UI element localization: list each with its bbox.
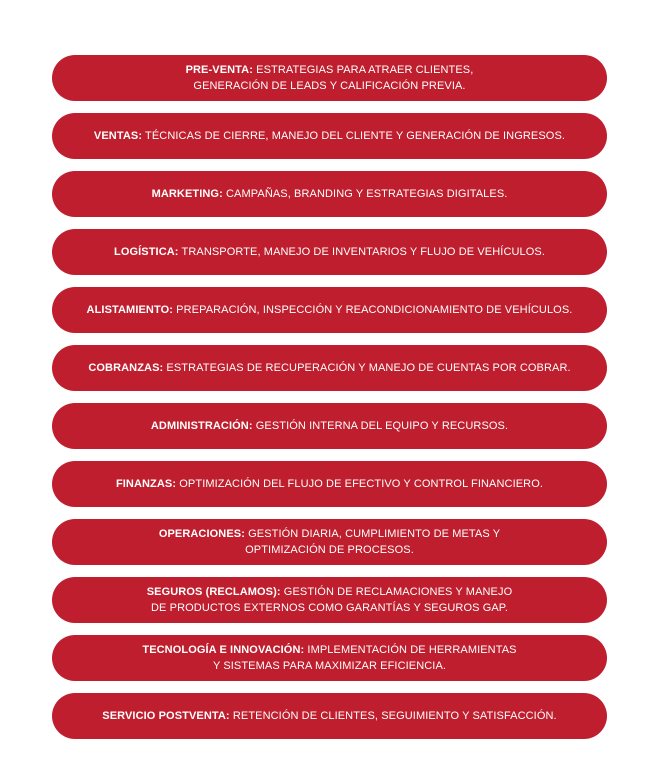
area-item-preventa: [52, 55, 607, 101]
area-item-description: GESTIÓN DIARIA, CUMPLIMIENTO DE METAS Y: [244, 528, 501, 540]
area-item-description: TÉCNICAS DE CIERRE, MANEJO DEL CLIENTE Y GENERACIÓN DE INGRESOS.: [142, 130, 566, 142]
area-item-finanzas: [52, 461, 607, 507]
area-item-administracion: [52, 403, 607, 449]
area-item-ventas: [52, 113, 607, 159]
area-item-title: SERVICIO POSTVENTA:: [102, 710, 230, 722]
area-item-description: IMPLEMENTACIÓN DE HERRAMIENTAS: [304, 644, 517, 656]
area-item-postventa: [52, 693, 607, 739]
area-item-line1: [116, 476, 543, 492]
area-item-description: TRANSPORTE, MANEJO DE INVENTARIOS Y FLUJO DE VEHÍCULOS.: [178, 246, 545, 258]
area-item-title: SEGUROS (RECLAMOS):: [146, 586, 281, 598]
area-item-line1: [147, 584, 513, 600]
area-item-title: COBRANZAS:: [88, 362, 164, 374]
area-item-description: OPTIMIZACIÓN DEL FLUJO DE EFECTIVO Y CONTROL FINANCIERO.: [176, 478, 544, 490]
area-item-line2: Y SISTEMAS PARA MAXIMIZAR EFICIENCIA.: [212, 660, 447, 672]
area-item-operaciones: [52, 519, 607, 565]
area-item-line2: OPTIMIZACIÓN DE PROCESOS.: [245, 544, 414, 556]
area-item-line1: [94, 128, 565, 144]
area-item-title: FINANZAS:: [115, 478, 177, 490]
area-item-title: LOGÍSTICA:: [114, 246, 179, 258]
area-item-description: RETENCIÓN DE CLIENTES, SEGUIMIENTO Y SATISFACCIÓN.: [229, 710, 557, 722]
area-item-title: ADMINISTRACIÓN:: [150, 420, 253, 432]
area-item-tecnologia: [52, 635, 607, 681]
area-item-description: CAMPAÑAS, BRANDING Y ESTRATEGIAS DIGITALES.: [222, 188, 508, 200]
area-item-line2: DE PRODUCTOS EXTERNOS COMO GARANTÍAS Y SEGUROS GAP.: [151, 602, 508, 614]
area-item-seguros: [52, 577, 607, 623]
area-item-line1: [88, 360, 570, 376]
area-item-title: PRE-VENTA:: [185, 64, 253, 76]
area-item-title: TECNOLOGÍA E INNOVACIÓN:: [142, 644, 305, 656]
area-item-title: VENTAS:: [93, 130, 143, 142]
area-item-line1: [114, 244, 545, 260]
area-item-description: ESTRATEGIAS PARA ATRAER CLIENTES,: [253, 64, 474, 76]
area-item-line1: [152, 186, 508, 202]
area-item-logistica: [52, 229, 607, 275]
area-item-line1: [102, 708, 556, 724]
area-item-marketing: [52, 171, 607, 217]
area-item-cobranzas: [52, 345, 607, 391]
area-item-title: ALISTAMIENTO:: [86, 304, 173, 316]
area-item-description: ESTRATEGIAS DE RECUPERACIÓN Y MANEJO DE CUENTAS POR COBRAR.: [163, 362, 571, 374]
area-item-line1: [186, 62, 474, 78]
area-item-description: GESTIÓN DE RECLAMACIONES Y MANEJO: [280, 586, 513, 598]
area-item-title: MARKETING:: [151, 188, 223, 200]
area-item-line1: [159, 526, 500, 542]
area-item-description: PREPARACIÓN, INSPECCIÓN Y REACONDICIONAMIENTO DE VEHÍCULOS.: [173, 304, 573, 316]
area-item-title: OPERACIONES:: [158, 528, 245, 540]
area-item-line1: [142, 642, 516, 658]
area-item-alistamiento: [52, 287, 607, 333]
area-item-description: GESTIÓN INTERNA DEL EQUIPO Y RECURSOS.: [252, 420, 509, 432]
area-item-line1: [87, 302, 573, 318]
area-item-line1: [151, 418, 508, 434]
area-item-line2: GENERACIÓN DE LEADS Y CALIFICACIÓN PREVIA.: [193, 80, 466, 92]
areas-list: [52, 55, 607, 751]
